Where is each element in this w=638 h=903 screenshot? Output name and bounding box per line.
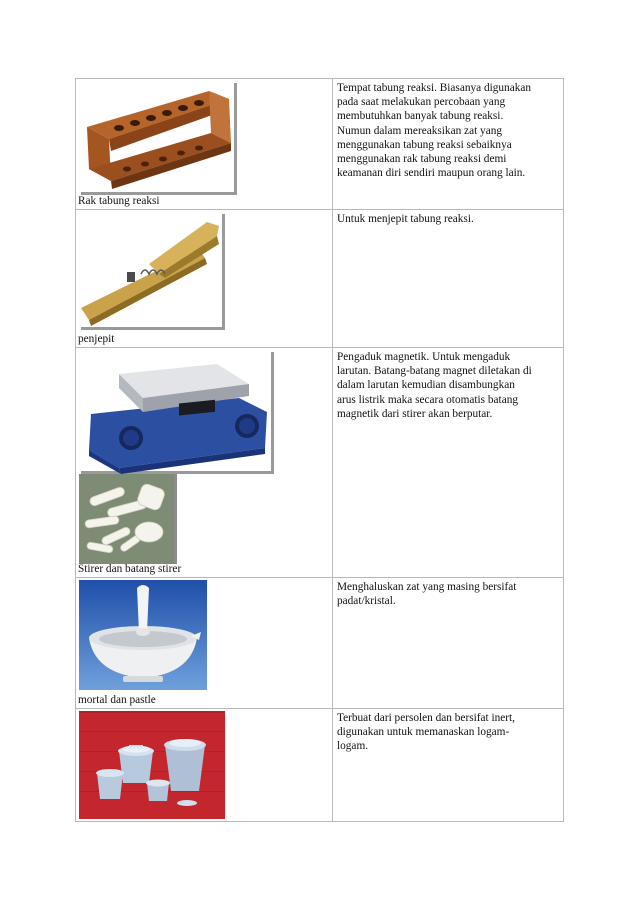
description-cell [333, 348, 564, 578]
description-text: Menghaluskan zat yang masing bersifat padat/kristal. [337, 581, 517, 608]
stir-bars-image [79, 474, 177, 564]
description-cell [333, 578, 564, 709]
porcelain-crucibles-image [79, 711, 225, 819]
description-text: Terbuat dari persolen dan bersifat inert, digunakan untuk memanaskan logam- logam. [337, 712, 516, 753]
table-row [76, 709, 564, 822]
magnetic-stirrer-image [79, 350, 274, 474]
description-cell [333, 709, 564, 822]
table-row [76, 210, 564, 348]
image-caption: penjepit [78, 333, 115, 345]
image-cell [76, 79, 333, 210]
description-text: Pengaduk magnetik. Untuk mengaduk larutan. Batang-batang magnet diletakan di dalam larutan kemudian disambungkan arus listrik maka secara otomatis batang magnetik dari stirer akan berputar. [337, 351, 532, 420]
image-cell [76, 348, 333, 578]
test-tube-rack-image [79, 81, 237, 195]
table-row [76, 79, 564, 210]
image-caption: mortal dan pastle [78, 694, 156, 706]
image-cell [76, 210, 333, 348]
description-text: Tempat tabung reaksi. Biasanya digunakan pada saat melakukan percobaan yang membutuhkan banyak tabung reaksi. Numun dalam mereaksikan zat yang menggunakan tabung reaksi sebaiknya menggunakan rak tabung reaksi demi keamanan diri sendiri maupun orang lain. [337, 82, 532, 180]
description-cell [333, 79, 564, 210]
image-caption: Stirer dan batang stirer [78, 563, 182, 575]
table-row [76, 578, 564, 709]
image-cell [76, 578, 333, 709]
description-cell [333, 210, 564, 348]
test-tube-clamp-image [79, 212, 225, 330]
description-text: Untuk menjepit tabung reaksi. [337, 213, 474, 225]
image-caption: Rak tabung reaksi [78, 195, 160, 207]
image-cell [76, 709, 333, 822]
table-row [76, 348, 564, 578]
mortar-and-pestle-image [79, 580, 207, 690]
equipment-table [75, 78, 564, 822]
